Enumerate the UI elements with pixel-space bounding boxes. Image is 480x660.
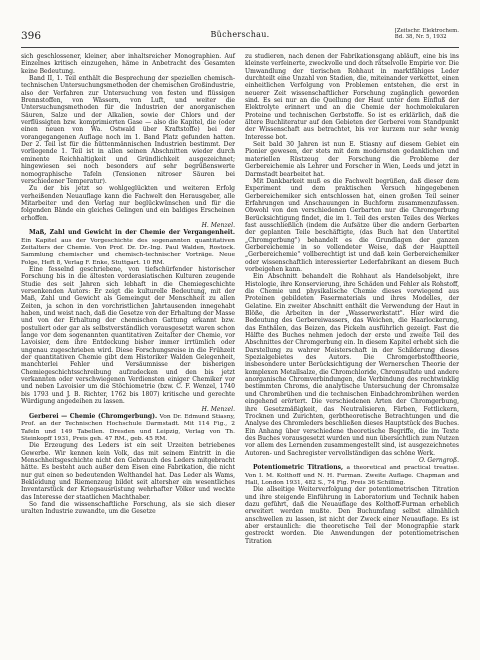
paragraph: Seit bald 30 Jahren ist nun E. Stiasny auf diesem Gebiet ein Pionier gewesen, der stets mit dem modernsten gedanklichen und materiellen Rüstzeug der Forschung die Probleme der Gerbereichemie als Lehrer und Forscher in Wien, Leeds und jetzt in Darmstadt bearbeitet hat. [245, 141, 459, 178]
paragraph: Eine fesselnd geschriebene, von tiefschürfender historischer Forschung bis in die ältesten vorderasiatischen Kulturen zeugende Studie des seit Jahren sich lebhaft in die Chemiegeschichte versenkenden Autors: Er zeigt die kulturelle Bedeutung, mit der Maß, Zahl und Gewicht als Gemeingut der Menschheit zu allen Zeiten, ja schon in den vorchristlichen Jahrtausenden innegehabt haben, und weist nach, daß die Gesetze von der Erhaltung der Masse und von der Erhaltung der chemischen Gattung erkannt bzw. postuliert oder gar als selbstverständlich vorausgesetzt waren schon lange vor dem sogenannten quantitativen Zeitalter der Chemie, vor Lavoisier, dem ihre Entdeckung bisher immer irrtümlich oder ungenau zugeschrieben wird. Diese Forschungsreise in die Frühzeit der quantitativen Chemie gibt dem Historiker Walden Gelegenheit, manchterlei Fehler und Versäumnisse der bisherigen Chemiegeschichtsschreibung aufzudecken und den bis jetzt verkannten oder verschwiegenen Verdiensten einiger Chemiker vor und neben Lavoisier um die Stöchiometrie (bzw. C. F. Wenzel, 1740 bis 1793 und J. B. Richter, 1762 bis 1807) kritische und gerechte Würdigung angedeihen zu lassen. [21, 265, 235, 406]
journal-reference [395, 28, 459, 40]
paragraph: Mit Dankbarkeit muß es die Fachwelt begrüßen, daß dieser dem Experiment und dem praktischen Versuch hingegebenen Gerbereichemiker sich entschlossen hat, einen großen Teil seiner Erfahrungen und Anschauungen in Buchform zusammenzufassen. Obwohl von den verschiedenen Gerbarten nur die Chromgerbung Berücksichtigung findet, die im 1. Teil des ersten Teiles des Werkes fast ausschließlich (indem die Aufsätze über die andern Gerbarten der geplanten Teile beschäftigte, (das Buch hat den Untertitel „Chromgerbung") behandelt es die Grundlagen der ganzen Gerbereichemie in so vollendeter Weise, daß der Hauptteil „Gerbereichemie" vollberechtigt ist und daß kein Gerbereichemiker oder wissenschaftlich interessierter Lederfabrikant an diesem Buch vorbeigehen kann. [245, 177, 459, 273]
paragraph: sich geschlossener, kleiner, aber inhaltsreicher Monographien. Auf Einzelnes kritisch einzugehen, häme in Anbetracht des Gesamten keine Bedeutung. [21, 53, 235, 75]
paragraph: zu studieren, nach denen der Fabrikationsgang abläuft, eine bis ins kleinste verfeinerte, zweckvolle und doch rätselvolle Empirie vor. Die Umwandlung der tierischen Rohhaut in marktfähiges Leder durchteilt eine Unzahl von Stadien, die, miteinander verkettet, einen einheitlichen Verfolgung von Problemen entstehen, die erst in neuerer Zeit wissenschaftlicher Forschung zugänglich geworden sind. Es sei nur an die Quellung der Haut unter dem Einfluß der Elektrolyte erinnert und an die Chemie der hochmolekularen Proteine und technischen Gerbstoffe. So ist es erklärlich, daß die ältere Buchliteratur auf den Gebieten der Gerberei vom Standpunkt der Wissenschaft aus betrachtet, bis vor kurzem nur sehr wenig Interesse bot. [245, 53, 459, 141]
book-meta: a theoretical and practical treatise. Von I. M. Kolthoff und N. H. Furman. Zweite Auflage. Chapman and Hall, London 1931, 482 S., 74 Fig. Preis 36 Schilling. [245, 464, 459, 486]
right-column [245, 53, 459, 545]
book-meta: Ein Kapitel aus der Vorgeschichte des sogenannten quantitativen Zeitalters der Chemie. Von Prof. Dr. Dr.-Ing. Paul Walden, Rostock. Sammlung chemischer und chemisch-technischer Vorträge. Neue Folge, Heft 8, Verlag F. Enke, Stuttgart. 10 RM. [21, 236, 235, 266]
left-column [21, 53, 235, 516]
paragraph: Ein Abschnitt behandelt die Rohhaut als Handelsobjekt, ihre Histologie, ihre Konservierung, ihre Schäden und Fehler als Rohstoff, die Chemie und physikalische Chemie dieses vorwiegend aus Proteinen gebildeten Fasermaterials und ihres Modelles, der Gelatine. Ein zweiter Abschnitt enthält die Verwendung der Haut in Blöße, die Arbeiten in der „Wasserwerkstatt". Hier wird die Bedeutung des Gerbereiwassers, das Weichen, die Haarlockerung, das Enthälen, das Beizen, das Pickeln ausführlich gezeigt. Fast die Hälfte des Buches nehmen jedoch der erste und zweite Teil des Abschnittes der Chromgerbung ein. In diesem Kapitel erhebt sich die Darstellung zu wahrer Meisterschaft in der Schilderung dieses Spezialgebietes des Autors. Die Chromgerbstofftheorie, insbesondere unter Berücksichtigung der Wernerschen Theorie der komplexen Metallsalze, die Chromchloride, Chromsulfate und andere anorganische Chromverbindungen, die Verbindung des rechtwinklig bestimmten Chroms, die analytische Untersuchung der Chromsalze und Chrombrühen und die technischen Einbadchrombrühen werden eingehend erörtert. Die verschiedenen Arten der Chromgerbung, ihre Gesetzmäßigkeit, das Neutralisieren, Färben, Fettlickern, Trocknen und Zurichten, gerbtheoretische Betrachtungen und die Analyse des Chromleders beschließen dieses Hauptstück des Buches. Ein Anhang über verschiedene theoretische Begriffe, die im Texte des Buches vorausgesetzt wurden und nun übersichtlich zum Nutzen vor allem des Lernenden zusammengestellt sind, ist ausgezeichnetes Autoren- und Sachregister vervollständigen das schöne Werk. [245, 273, 459, 457]
book-entry [21, 229, 235, 266]
book-entry [245, 464, 459, 486]
journal-reference-line-1: [Zeitschr. Elektrochem. [394, 28, 459, 34]
paragraph: So fand die wissenschaftliche Forschung, als sie sich dieser uralten Industrie zuwandte, um die Gesetze [21, 500, 235, 516]
book-entry [21, 413, 235, 442]
paragraph: Zu der bis jetzt so wohlgeglückten und weiteren Erfolg verheißenden Neuauflage kann die Fachwelt den Herausgeber, alle Mitarbeiter und den Verlag nur beglückwünschen und für die folgenden Bände ein gleiches Gelingen und ein baldiges Erscheinen erhoffen. [21, 185, 235, 222]
paragraph: Die allseitige Weiterverfolgung der potentiometrischen Titration und ihre steigende Einführung in Laboratorium und Technik haben dazu geführt, daß die Neuauflage des Kolthoff-Furman erheblich erweitert werden mußte. Den Buchumfang selbst allmählich anschwellen zu lassen, ist nicht der Zweck einer Neuauflage. Es ist aber erstaunlich: die theoretische Teil der Monographie stark gestreckt worden. Die Anwendungen der potentiometrischen Titration [245, 486, 459, 545]
running-title: Bücherschau. [210, 30, 270, 39]
reviewer-signature: O. Gerngroß. [418, 456, 459, 464]
journal-reference-line-2: Bd. 38, Nr. 5, 1932 [394, 34, 447, 41]
page-number: 396 [21, 30, 42, 42]
page-header [21, 30, 459, 48]
book-title: Gerberei — Chemie (Chromgerbung). [29, 412, 158, 420]
paragraph: Band II, 1. Teil enthält die Besprechung der speziellen chemisch-technischen Untersuchungsmethoden der chemischen Großindustrie, also der Verfahren zur Untersuchung von festen und flüssigen Brennstoffen, von Wässern, von Luft, und weiter die Untersuchungsmethoden für die Industrien der anorganischen Säuren, Salze und der Alkalien, sowie der Chlors und der verflüssigten bzw. komprimierten Gase — also die Kapitel, die (oder einen neuen von Wa. Ostwald über Kraftstoffe) bei der vorangegangenen Auflage noch im 1. Band Platz gefunden hatten. Der 2. Teil ist für die hüttenmännischen Industrien bestimmt. Der vorliegende 1. Teil ist in allen seinen Abschnitten wieder durch eminente Reichhaltigkeit und Gründlichkeit ausgezeichnet; hingewiesen sei noch besonders auf sehr begrüßenswerte nomographische Tafeln (Tensionen nitroser Säuren bei verschiedener Temperatur). [21, 75, 235, 185]
book-title: Maß, Zahl und Gewicht in der Chemie der Vergangenheit. [29, 229, 235, 237]
header-rule [21, 47, 459, 48]
book-title: Potentiometric Titrations, [253, 464, 344, 472]
paragraph: Die Erzeugung des Leders ist ein seit Urzeiten betriebenes Gewerbe. Wir kennen kein Volk, das mit seinem Eintritt in die Menschheitsgeschichte nicht den Gebrauch des Leders mitgebracht hätte. Es besteht auch außer dem Eisen eine Fabrikation, die nicht nur gut einen so bedeutenden Welthandel hat. Das Leder als Wams, Bekleidung und Riemenzeug bildet seit altersher ein wesentliches Inventarstück der Kriegsausrüstung wehrhafter Völker und weckte das Interesse der staatlichen Machthaber. [21, 442, 235, 501]
reviewer-signature: H. Menzel. [201, 221, 235, 229]
book-meta: Von Dr. Edmund Stiasny, Prof. an der Technischen Hochschule Darmstadt. Mit 114 Fig., 2 Tafeln und 149 Tabellen. Dresden und Leipzig, Verlag von Th. Steinkopff 1931, Preis geh. 47 RM., geb. 45 RM. [21, 412, 235, 442]
reviewer-signature: H. Menzel. [201, 405, 235, 413]
